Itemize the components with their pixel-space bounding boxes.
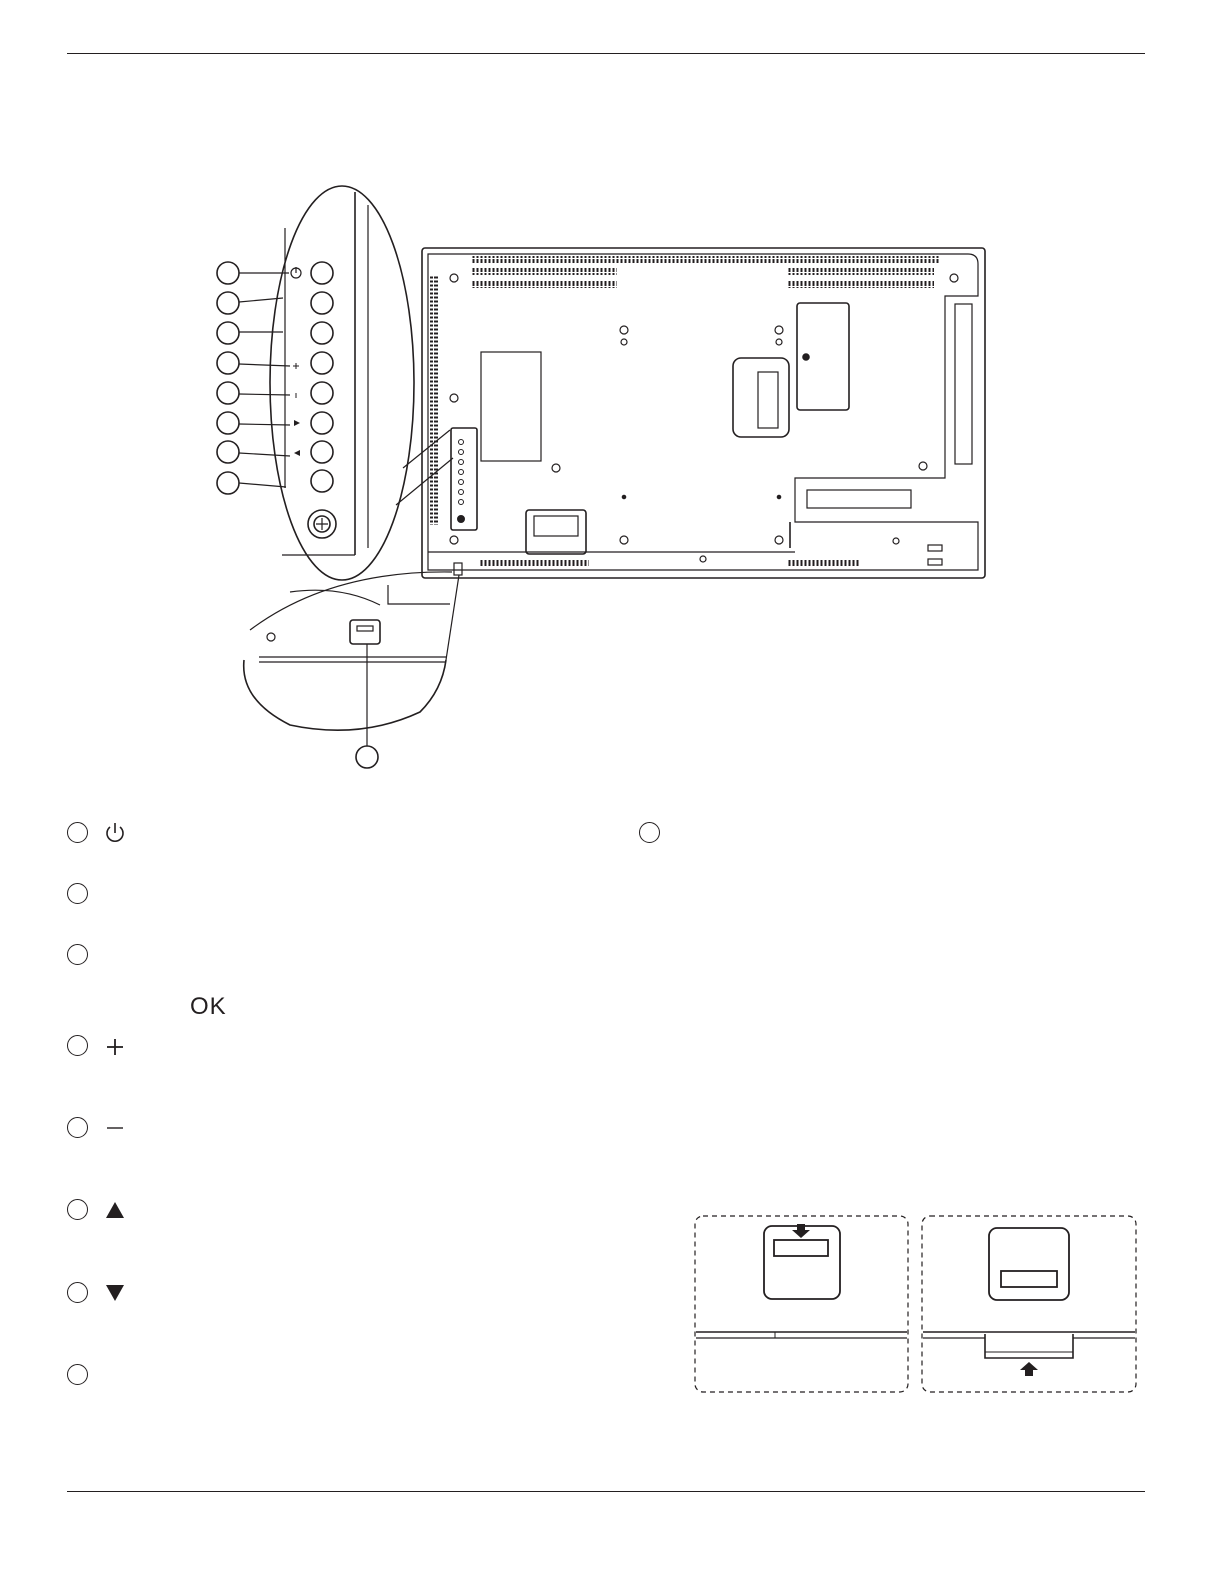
down-triangle-icon (103, 1281, 127, 1305)
footer-rule (67, 1491, 1145, 1492)
ok-label: OK (190, 993, 227, 1020)
callout-circle (639, 822, 660, 843)
latch-magnifier (244, 572, 459, 768)
callout-circle (67, 1199, 88, 1220)
up-triangle-icon (103, 1198, 127, 1222)
power-icon (103, 821, 127, 845)
latch-illustrations (695, 1216, 1136, 1392)
minus-icon (103, 1116, 127, 1140)
keypad-magnifier (217, 186, 453, 580)
callout-circle (67, 883, 88, 904)
callout-circle (67, 944, 88, 965)
plus-icon (103, 1034, 127, 1058)
callout-circle (67, 1117, 88, 1138)
monitor-body (422, 248, 985, 578)
callout-circle (67, 1364, 88, 1385)
callout-circle (67, 1035, 88, 1056)
callout-circle (67, 1282, 88, 1303)
callout-circle (67, 822, 88, 843)
